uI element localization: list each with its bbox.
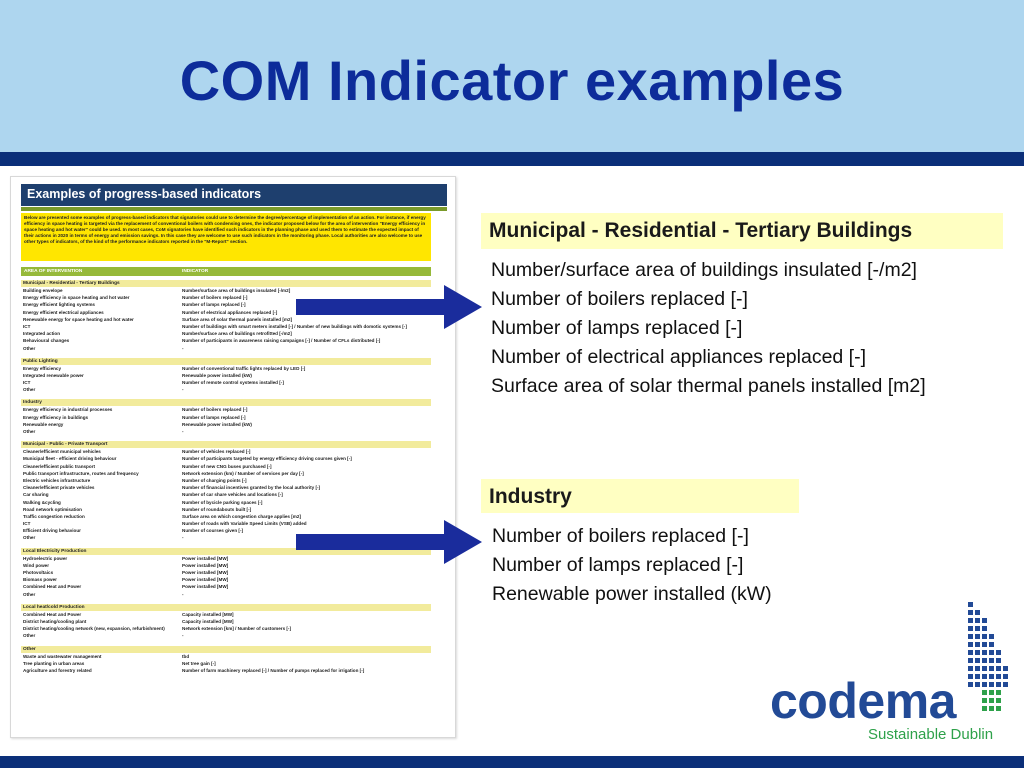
table-row (21, 346, 431, 353)
area-cell: Other (23, 591, 36, 597)
area-cell: Combined Heat and Power (23, 584, 82, 590)
area-cell: Energy efficiency in space heating and hot water (23, 295, 130, 301)
area-cell: Agriculture and forestry related (23, 667, 92, 673)
column-header-indicator: INDICATOR (182, 269, 209, 274)
list-item: Number of lamps replaced [-] (491, 317, 743, 339)
area-cell: District heating/cooling network (new, expansion, refurbishment) (23, 626, 165, 632)
codema-logo-grid-icon (962, 602, 1010, 720)
indicator-cell: Number of vehicles replaced [-] (182, 449, 251, 455)
table-row (21, 456, 431, 463)
table-row (21, 654, 431, 661)
indicator-cell: - (182, 591, 184, 597)
area-cell: Integrated renewable power (23, 372, 84, 378)
area-cell: ICT (23, 380, 31, 386)
indicator-cell: - (182, 387, 184, 393)
indicator-cell: Number of electrical appliances replaced [-] (182, 309, 278, 315)
area-cell: Other (23, 345, 36, 351)
indicator-cell: Power installed [MW] (182, 562, 229, 568)
table-row (21, 500, 431, 507)
industry-panel-heading: Industry (481, 479, 799, 513)
indicator-cell: Number of roundabouts built [-] (182, 506, 252, 512)
table-row (21, 387, 431, 394)
table-row (21, 612, 431, 619)
indicator-cell: Number of courses given [-] (182, 528, 244, 534)
indicator-cell: Number of charging points [-] (182, 477, 247, 483)
list-item: Number of boilers replaced [-] (491, 288, 748, 310)
area-cell: Tree planting in urban areas (23, 660, 85, 666)
indicator-cell: Power installed [MW] (182, 555, 229, 561)
indicator-cell: Number of new CNG buses purchased [-] (182, 463, 272, 469)
area-cell: ICT (23, 521, 31, 527)
area-cell: Energy efficiency in buildings (23, 414, 89, 420)
area-cell: Traffic congestion reduction (23, 513, 85, 519)
codema-logo-text: codema (770, 673, 956, 729)
indicator-cell: Number of car share vehicles and locations [-] (182, 492, 283, 498)
table-row (21, 661, 431, 668)
indicator-cell: Power installed [MW] (182, 584, 229, 590)
buildings-panel-heading: Municipal - Residential - Tertiary Buildings (481, 213, 1003, 249)
arrow-right-icon (296, 520, 486, 564)
list-item: Number of boilers replaced [-] (492, 525, 749, 547)
area-cell: Other (23, 429, 36, 434)
area-cell: Wind power (23, 562, 49, 568)
section-heading: Local heat/cold Production (21, 604, 431, 611)
area-cell: Efficient driving behaviour (23, 528, 81, 534)
indicator-cell: Renewable power installed (kW) (182, 372, 252, 378)
indicator-cell: Capacity installed [MW] (182, 611, 234, 617)
indicator-cell: Power installed [MW] (182, 570, 229, 575)
table-row (21, 626, 431, 633)
table-row (21, 331, 431, 338)
table-row (21, 584, 431, 591)
area-cell: Other (23, 535, 36, 541)
area-cell: Combined Heat and Power (23, 611, 82, 617)
list-item: Renewable power installed (kW) (492, 583, 772, 605)
area-cell: Municipal fleet - efficient driving behaviour (23, 456, 117, 462)
indicator-cell: Number/surface area of buildings retrofitted [-/m2] (182, 331, 292, 337)
area-cell: Electric vehicles infrastructure (23, 477, 91, 483)
area-cell: Car sharing (23, 492, 49, 498)
list-item: Surface area of solar thermal panels installed [m2] (491, 375, 926, 397)
indicator-cell: Renewable power installed (kW) (182, 421, 252, 427)
codema-logo-tagline: Sustainable Dublin (868, 726, 994, 743)
indicator-cell: Surface area on which congestion charge applies [m2] (182, 513, 301, 519)
table-row (21, 507, 431, 514)
area-cell: Renewable energy (23, 421, 64, 427)
table-row (21, 478, 431, 485)
indicator-cell: Number of remote control systems installed [-] (182, 380, 284, 386)
table-section (21, 646, 431, 676)
footer-divider (0, 756, 1024, 768)
section-heading: Municipal - Residential - Tertiary Buildings (21, 280, 431, 287)
indicator-cell: - (182, 535, 184, 541)
list-item: Number/surface area of buildings insulated [-/m2] (491, 259, 917, 281)
table-row (21, 380, 431, 387)
indicator-cell: Surface area of solar thermal panels installed [m2] (182, 316, 293, 322)
indicator-cell: Network extension (km) / Number of services per day [-] (182, 470, 304, 476)
area-cell: Cleaner/efficient public transport (23, 463, 95, 469)
indicator-cell: Number of conventional traffic lights replaced by LED [-] (182, 365, 306, 371)
indicator-cell: Number of buildings with smart meters installed [-] / Number of new buildings with domotic systems [-] (182, 323, 407, 329)
indicator-cell: Number of lamps replaced [-] (182, 414, 246, 420)
indicator-cell: Number of lamps replaced [-] (182, 302, 246, 308)
area-cell: Energy efficient lighting systems (23, 302, 95, 308)
area-cell: Energy efficiency (23, 365, 62, 371)
column-header-area: AREA OF INTERVENTION (24, 269, 83, 274)
table-row (21, 415, 431, 422)
document-excerpt (10, 176, 456, 738)
table-row (21, 577, 431, 584)
indicator-cell: Number of boilers replaced [-] (182, 295, 248, 301)
area-cell: Energy efficient electrical appliances (23, 309, 104, 315)
industry-indicator-list (492, 522, 772, 609)
table-row (21, 464, 431, 471)
indicator-cell: - (182, 345, 184, 351)
table-row (21, 422, 431, 429)
indicator-cell: Number of participants targeted by energy efficiency driving courses given [-] (182, 456, 352, 462)
indicator-cell: Number of participants in awareness raising campaigns [-] / Number of CFLs distributed [-] (182, 338, 381, 344)
area-cell: Other (23, 633, 36, 639)
area-cell: Public transport infrastructure, routes and frequency (23, 470, 139, 476)
table-row (21, 366, 431, 373)
area-cell: District heating/cooling plant (23, 618, 87, 624)
slide-title: COM Indicator examples (179, 49, 845, 112)
area-cell: Building envelope (23, 288, 63, 293)
indicator-cell: - (182, 429, 184, 434)
indicator-cell: Capacity installed [MW] (182, 618, 234, 624)
indicator-cell: Number/surface area of buildings insulated [-/m2] (182, 288, 291, 293)
table-row (21, 492, 431, 499)
table-row (21, 668, 431, 675)
table-header (21, 267, 431, 276)
table-row (21, 633, 431, 640)
table-row (21, 619, 431, 626)
table-row (21, 338, 431, 345)
area-cell: Waste and wastewater management (23, 653, 102, 659)
area-cell: Integrated action (23, 331, 61, 337)
table-section (21, 358, 431, 395)
section-heading: Industry (21, 399, 431, 406)
table-section (21, 399, 431, 436)
area-cell: Biomass power (23, 577, 57, 583)
header-divider (0, 152, 1024, 166)
area-cell: Cleaner/efficient private vehicles (23, 485, 95, 491)
table-row (21, 592, 431, 599)
section-heading: Local Electricity Production (21, 548, 431, 555)
area-cell: Photovoltaics (23, 570, 54, 575)
indicator-cell: Net tree gain [-] (182, 660, 216, 666)
document-title: Examples of progress-based indicators (21, 184, 447, 206)
area-cell: Road network optimisation (23, 506, 82, 512)
indicator-cell: tbd (182, 653, 190, 659)
document-title-strip (21, 207, 447, 211)
table-row (21, 471, 431, 478)
table-row (21, 485, 431, 492)
table-row (21, 570, 431, 577)
table-row (21, 407, 431, 414)
indicator-table (21, 280, 431, 680)
table-row (21, 429, 431, 436)
table-row (21, 373, 431, 380)
indicator-cell: Number of farm machinery replaced [-] / Number of pumps replaced for irrigation [-] (182, 667, 365, 673)
area-cell: ICT (23, 323, 31, 329)
buildings-indicator-list (491, 256, 926, 401)
area-cell: Energy efficiency in industrial processes (23, 407, 113, 413)
table-section (21, 604, 431, 641)
indicator-cell: Number of financial incentives granted by the local authority [-] (182, 485, 321, 491)
section-heading: Municipal - Public - Private Transport (21, 441, 431, 448)
indicator-cell: Number of roads with Variable Speed Limits (VSB) added (182, 521, 307, 527)
list-item: Number of lamps replaced [-] (492, 554, 744, 576)
list-item: Number of electrical appliances replaced [-] (491, 346, 867, 368)
indicator-cell: Number of bycicle parking spaces [-] (182, 499, 263, 505)
area-cell: Walking &cycling (23, 499, 61, 505)
indicator-cell: Network extension [km] / Number of customers [-] (182, 626, 291, 632)
area-cell: Cleaner/efficient municipal vehicles (23, 449, 101, 455)
document-intro: Below are presented some examples of progress-based indicators that signatories could use to determine the degree/percentage of implementation of an action. For instance, if energy efficiency in space heating is targeted via the replacement of conventional boilers with condensing ones, the indicator proposed below for the area of intervention "Energy efficiency in space heating and hot water" could be used. In most cases, CoM signatories have identified such indicators in the planning phase and used them to estimate the expected impact of their actions in 2020 in terms of energy and emission savings. In this case they are welcome to use such indicators in the monitoring phase. Local authorities are also welcome to use other types of indicators, of the kind of the performance indicators reported in the "M-Report" section. (21, 213, 431, 261)
section-heading: Other (21, 646, 431, 653)
indicator-cell: Power installed [MW] (182, 577, 229, 583)
indicator-cell: - (182, 633, 184, 639)
area-cell: Behavioural changes (23, 338, 70, 344)
table-row (21, 449, 431, 456)
area-cell: Other (23, 387, 36, 393)
area-cell: Hydroelectric power (23, 555, 68, 561)
area-cell: Renewable energy for space heating and hot water (23, 316, 134, 322)
indicator-cell: Number of boilers replaced [-] (182, 407, 248, 413)
arrow-right-icon (296, 285, 486, 329)
section-heading: Public Lighting (21, 358, 431, 365)
